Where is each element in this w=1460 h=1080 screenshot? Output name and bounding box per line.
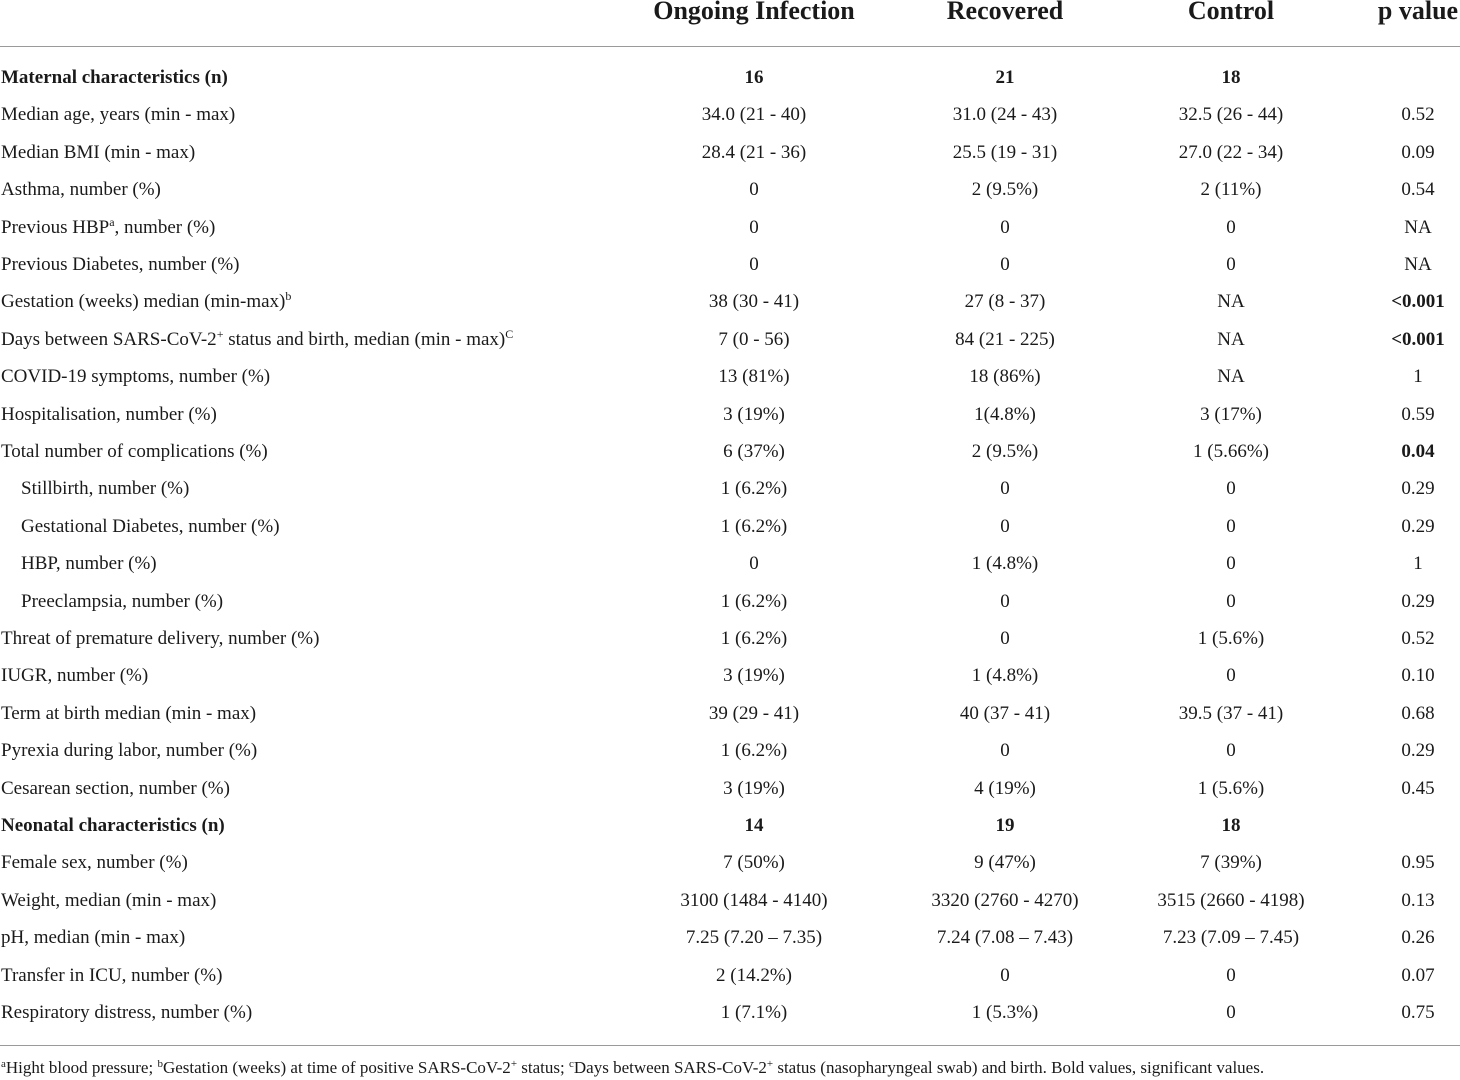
ongoing-infection-cell: 1 (6.2%) [720, 591, 788, 612]
table-row [0, 141, 1460, 178]
row-label-text-cont: status and birth, median (min - max) [223, 329, 506, 350]
row-label: Maternal characteristics (n) [1, 67, 228, 88]
recovered-cell: 0 [1000, 965, 1010, 986]
row-label: COVID-19 symptoms, number (%) [1, 366, 271, 387]
ongoing-infection-cell: 14 [744, 815, 764, 836]
row-label: Gestational Diabetes, number (%) [21, 516, 280, 537]
ongoing-infection-cell: 0 [749, 254, 759, 275]
p-value-cell: 1 [1413, 366, 1423, 387]
control-cell: 1 (5.6%) [1197, 628, 1265, 649]
ongoing-infection-cell: 1 (6.2%) [720, 740, 788, 761]
table-row [0, 178, 1460, 215]
recovered-cell: 1 (4.8%) [971, 665, 1039, 686]
table-row [0, 365, 1460, 402]
recovered-cell: 0 [1000, 591, 1010, 612]
ongoing-infection-cell: 16 [744, 67, 764, 88]
header-recovered: Recovered [946, 0, 1064, 25]
footnote-marker: b [285, 289, 292, 303]
ongoing-infection-cell: 39 (29 - 41) [708, 703, 800, 724]
row-label: pH, median (min - max) [1, 927, 186, 948]
row-label-text: Days between SARS-CoV-2 [1, 329, 217, 350]
footnote-b-text: Gestation (weeks) at time of positive SARS-CoV-2 [162, 1058, 511, 1077]
ongoing-infection-cell: 2 (14.2%) [716, 965, 792, 986]
ongoing-infection-cell: 3 (19%) [723, 404, 785, 425]
p-value-cell: 0.52 [1401, 628, 1435, 649]
control-cell: 32.5 (26 - 44) [1178, 104, 1284, 125]
p-value-cell: 0.75 [1401, 1002, 1435, 1023]
recovered-cell: 0 [1000, 516, 1010, 537]
p-value-cell: 0.26 [1401, 927, 1435, 948]
row-label: Median BMI (min - max) [1, 142, 196, 163]
control-cell: NA [1217, 366, 1245, 387]
ongoing-infection-cell: 13 (81%) [718, 366, 790, 387]
control-cell: 27.0 (22 - 34) [1178, 142, 1284, 163]
header-p-value: p value [1377, 0, 1459, 25]
row-label: Median age, years (min - max) [1, 104, 236, 125]
p-value-cell: <0.001 [1391, 329, 1445, 350]
recovered-cell: 0 [1000, 628, 1010, 649]
table-row [0, 926, 1460, 963]
footnote-marker: C [505, 327, 514, 341]
table-row [0, 440, 1460, 477]
control-cell: 1 (5.66%) [1193, 441, 1269, 462]
control-cell: 0 [1226, 478, 1236, 499]
p-value-cell: NA [1404, 217, 1432, 238]
footnote-c-text: Days between SARS-CoV-2 [573, 1058, 767, 1077]
table-row [0, 515, 1460, 552]
table-row [0, 627, 1460, 664]
table-row [0, 964, 1460, 1001]
control-cell: 0 [1226, 553, 1236, 574]
footnote-text [1, 1058, 1264, 1078]
ongoing-infection-cell: 38 (30 - 41) [708, 291, 800, 312]
header-control: Control [1187, 0, 1275, 25]
p-value-cell: 0.09 [1401, 142, 1435, 163]
recovered-cell: 1(4.8%) [974, 404, 1036, 425]
row-label-text: Gestation (weeks) median (min-max) [1, 291, 286, 312]
p-value-cell: 0.29 [1401, 591, 1435, 612]
table-footnote [0, 1045, 1460, 1080]
row-label: Weight, median (min - max) [1, 890, 217, 911]
footnote-c-marker: c [568, 1058, 574, 1070]
recovered-cell: 19 [995, 815, 1015, 836]
ongoing-infection-cell: 0 [749, 553, 759, 574]
footnote-marker: + [216, 327, 224, 341]
table-row [0, 889, 1460, 926]
ongoing-infection-cell: 1 (7.1%) [720, 1002, 788, 1023]
row-label: Respiratory distress, number (%) [1, 1002, 253, 1023]
footnote-b-marker: b [157, 1058, 163, 1070]
ongoing-infection-cell: 1 (6.2%) [720, 628, 788, 649]
row-label: Stillbirth, number (%) [21, 478, 190, 499]
p-value-cell: 0.45 [1401, 778, 1435, 799]
table-row [0, 253, 1460, 290]
ongoing-infection-cell: 7 (0 - 56) [718, 329, 790, 350]
control-cell: NA [1217, 291, 1245, 312]
row-label: Transfer in ICU, number (%) [1, 965, 223, 986]
table-row [0, 1001, 1460, 1038]
row-label [1, 216, 215, 240]
p-value-cell: 0.07 [1401, 965, 1435, 986]
recovered-cell: 1 (4.8%) [971, 553, 1039, 574]
ongoing-infection-cell: 0 [749, 179, 759, 200]
p-value-cell: 0.59 [1401, 404, 1435, 425]
row-label: Neonatal characteristics (n) [1, 815, 225, 836]
footnote-b-after: status; [517, 1058, 569, 1077]
recovered-cell: 0 [1000, 217, 1010, 238]
ongoing-infection-cell: 3 (19%) [723, 778, 785, 799]
table-row [0, 477, 1460, 514]
ongoing-infection-cell: 3 (19%) [723, 665, 785, 686]
row-label: Female sex, number (%) [1, 852, 188, 873]
row-label: Pyrexia during labor, number (%) [1, 740, 258, 761]
table-row [0, 552, 1460, 589]
footnote-a-text: Hight blood pressure; [5, 1058, 158, 1077]
row-label [1, 328, 513, 352]
ongoing-infection-cell: 7 (50%) [723, 852, 785, 873]
p-value-cell: <0.001 [1391, 291, 1445, 312]
p-value-cell: 0.68 [1401, 703, 1435, 724]
recovered-cell: 27 (8 - 37) [964, 291, 1046, 312]
row-label: Threat of premature delivery, number (%) [1, 628, 320, 649]
control-cell: 0 [1226, 665, 1236, 686]
row-label: IUGR, number (%) [1, 665, 149, 686]
p-value-cell: NA [1404, 254, 1432, 275]
footnote-c-plus: + [766, 1058, 774, 1070]
control-cell: 2 (11%) [1200, 179, 1262, 200]
ongoing-infection-cell: 34.0 (21 - 40) [701, 104, 807, 125]
recovered-cell: 84 (21 - 225) [955, 329, 1055, 350]
control-cell: NA [1217, 329, 1245, 350]
p-value-cell: 0.04 [1401, 441, 1435, 462]
control-cell: 0 [1226, 1002, 1236, 1023]
p-value-cell: 0.95 [1401, 852, 1435, 873]
control-cell: 7 (39%) [1200, 852, 1262, 873]
control-cell: 0 [1226, 516, 1236, 537]
p-value-cell: 0.29 [1401, 516, 1435, 537]
recovered-cell: 0 [1000, 740, 1010, 761]
p-value-cell: 0.54 [1401, 179, 1435, 200]
table-row [0, 777, 1460, 814]
p-value-cell: 0.13 [1401, 890, 1435, 911]
row-label: Cesarean section, number (%) [1, 778, 230, 799]
control-cell: 0 [1226, 591, 1236, 612]
control-cell: 0 [1226, 254, 1236, 275]
footnote-a-marker: a [1, 1058, 6, 1070]
control-cell: 3 (17%) [1200, 404, 1262, 425]
table-row [0, 702, 1460, 739]
table-row [0, 103, 1460, 140]
recovered-cell: 2 (9.5%) [971, 179, 1039, 200]
control-cell: 7.23 (7.09 – 7.45) [1162, 927, 1300, 948]
row-label: HBP, number (%) [21, 553, 157, 574]
recovered-cell: 9 (47%) [974, 852, 1036, 873]
row-label: Hospitalisation, number (%) [1, 404, 217, 425]
recovered-cell: 3320 (2760 - 4270) [931, 890, 1079, 911]
row-label-text: Previous HBP [1, 217, 110, 238]
recovered-cell: 2 (9.5%) [971, 441, 1039, 462]
control-cell: 0 [1226, 740, 1236, 761]
ongoing-infection-cell: 28.4 (21 - 36) [701, 142, 807, 163]
table-row [0, 328, 1460, 365]
ongoing-infection-cell: 1 (6.2%) [720, 478, 788, 499]
row-label: Previous Diabetes, number (%) [1, 254, 240, 275]
control-cell: 0 [1226, 965, 1236, 986]
control-cell: 1 (5.6%) [1197, 778, 1265, 799]
p-value-cell: 0.10 [1401, 665, 1435, 686]
row-label: Total number of complications (%) [1, 441, 268, 462]
footnote-b-plus: + [510, 1058, 518, 1070]
control-cell: 18 [1221, 67, 1241, 88]
p-value-cell: 0.29 [1401, 740, 1435, 761]
table-header [0, 0, 1460, 47]
p-value-cell: 1 [1413, 553, 1423, 574]
recovered-cell: 31.0 (24 - 43) [952, 104, 1058, 125]
control-cell: 0 [1226, 217, 1236, 238]
footnote-marker: a [109, 215, 115, 229]
section-header-row [0, 814, 1460, 851]
control-cell: 18 [1221, 815, 1241, 836]
recovered-cell: 18 (86%) [969, 366, 1041, 387]
ongoing-infection-cell: 3100 (1484 - 4140) [680, 890, 828, 911]
row-label [1, 290, 291, 314]
control-cell: 3515 (2660 - 4198) [1157, 890, 1305, 911]
table-row [0, 290, 1460, 327]
p-value-cell: 0.29 [1401, 478, 1435, 499]
table-row [0, 403, 1460, 440]
ongoing-infection-cell: 1 (6.2%) [720, 516, 788, 537]
header-ongoing-infection: Ongoing Infection [653, 0, 855, 25]
table-row [0, 216, 1460, 253]
ongoing-infection-cell: 0 [749, 217, 759, 238]
table-row [0, 739, 1460, 776]
table-row [0, 664, 1460, 701]
row-label: Preeclampsia, number (%) [21, 591, 224, 612]
recovered-cell: 0 [1000, 254, 1010, 275]
p-value-cell: 0.52 [1401, 104, 1435, 125]
recovered-cell: 21 [995, 67, 1015, 88]
row-label: Term at birth median (min - max) [1, 703, 257, 724]
table-row [0, 590, 1460, 627]
row-label-text-cont: , number (%) [114, 217, 216, 238]
recovered-cell: 40 (37 - 41) [959, 703, 1051, 724]
section-header-row [0, 66, 1460, 103]
table-row [0, 851, 1460, 888]
recovered-cell: 25.5 (19 - 31) [952, 142, 1058, 163]
ongoing-infection-cell: 7.25 (7.20 – 7.35) [685, 927, 823, 948]
recovered-cell: 0 [1000, 478, 1010, 499]
recovered-cell: 7.24 (7.08 – 7.43) [936, 927, 1074, 948]
ongoing-infection-cell: 6 (37%) [723, 441, 785, 462]
control-cell: 39.5 (37 - 41) [1178, 703, 1284, 724]
footnote-c-after: status (nasopharyngeal swab) and birth. Bold values, significant values. [773, 1058, 1265, 1077]
recovered-cell: 4 (19%) [974, 778, 1036, 799]
recovered-cell: 1 (5.3%) [971, 1002, 1039, 1023]
row-label: Asthma, number (%) [1, 179, 161, 200]
